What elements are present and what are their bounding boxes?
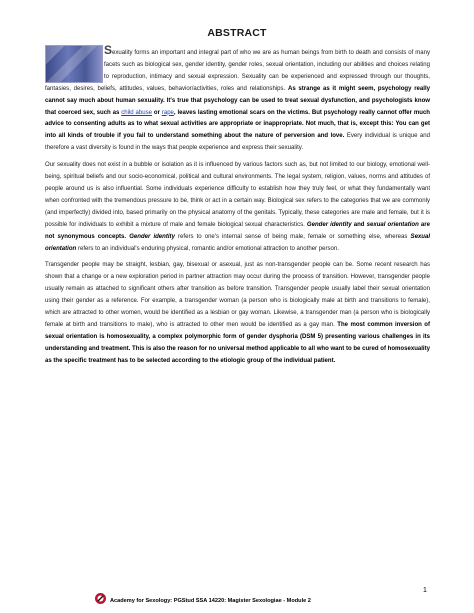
page-number: 1 xyxy=(423,587,427,594)
bold-text: and xyxy=(353,221,365,228)
term-gender-identity: Gender identity xyxy=(306,221,352,228)
term-sexual-orientation: sexual orientation xyxy=(366,221,419,228)
footer-text: Academy for Sexology: PGStud SSA 14220: Magister Sexologiae - Module 2 xyxy=(110,598,311,604)
term-sexual-orientation: Sexual orientation xyxy=(45,233,431,252)
academy-logo-icon xyxy=(94,592,107,605)
page-title: ABSTRACT xyxy=(207,27,267,39)
bold-text: or xyxy=(153,109,160,116)
text-span: refers to one's internal sense of being male, female or something else, whereas xyxy=(178,233,408,240)
text-span: refers to an individual's enduring physical, romantic and/or emotional attraction to another person. xyxy=(77,245,339,252)
text-span: Our sexuality does not exist in a bubble or isolation as it is influenced by various factors such as, but not limited to our biology, emotional well-being, spiritual beliefs and our socio-economical, political and cultural environments. The legal system, religion, values, norms and attitudes of people around us is also influential. Some individuals experience difficulty to establish how they truly feel, or what they fundamentally want when confronted with the tremendous pressure to be, think or act in a certain way. Biological sex refers to the categories that we are commonly (and imperfectly) divided into, based primarily on the physical anatomy of the genitals. Typically, these categories are male and female, but it is possible for individuals to exhibit a mixture of male and female biological sexual characteristics. xyxy=(45,162,430,228)
rape-link[interactable]: rape xyxy=(161,109,174,116)
text-span: Every individual is unique and therefore a vast diversity is found in the ways that people experience and express their sexuality. xyxy=(45,133,430,152)
decorative-header-image xyxy=(45,45,103,83)
paragraph-3 xyxy=(45,260,430,367)
term-gender-identity: Gender identity xyxy=(129,233,175,240)
drop-cap: S xyxy=(104,43,113,57)
paragraph-1 xyxy=(45,45,430,155)
text-span: exuality forms an important and integral part of who we are as human beings from birth to death and consists of many facets such as biological sex, gender identity, gender roles, sexual orientation, including our abilities and choices relating to reproduction, intimacy and sexual expression. Sexuality can be experienced and expressed through our thoughts, fantasies, desires, beliefs, attitudes, values, behavior/activities, roles and relationships. xyxy=(45,50,430,92)
child-abuse-link[interactable]: child abuse xyxy=(121,109,152,116)
abstract-body xyxy=(45,45,430,373)
text-span: Transgender people may be straight, lesbian, gay, bisexual or asexual, just as non-transgender people can be. Some recent research has shown that a change or a new exploration period in partner attraction may occur during the process of transition. However, transgender people usually remain as attached to significant others after transition as before transition. Transgender people usually label their sexual orientation using their gender as a reference. For example, a transgender woman (a person who is biologically male at birth and transitions to female), which are attracted to other women, would be identified as a lesbian or gay woman. Likewise, a transgender man (a person who is biologically female at birth and transitions to male), who is attracted to other men would be identified as a gay man. xyxy=(45,262,430,328)
bold-text: As strange as it might seem, psychology really cannot say much about human sexuality. It's true that psychology can be used to treat sexual dysfunction, and psychologists know that coerced sex, such as xyxy=(45,85,431,116)
bold-text: are not synonymous concepts. xyxy=(45,221,430,240)
bold-text: The most common inversion of sexual orientation is homosexuality, a complex polymorphic form of gender dysphoria (DSM 5) presenting various challenges in its understanding and treatment. This is also the reason for no universal method applicable to all who want to be cured of homosexuality as the specific treatment has to be selected according to the etiologic group of the individual patient. xyxy=(45,321,430,364)
bold-text: , leaves lasting emotional scars on the victims. But psychology really cannot offer much advice to consenting adults as to what sexual activities are appropriate or inappropriate. Not much, that is, except this: You can get into all kinds of trouble if you fail to understand something about the nature of perversion and love. xyxy=(45,109,431,140)
paragraph-2 xyxy=(45,160,430,255)
